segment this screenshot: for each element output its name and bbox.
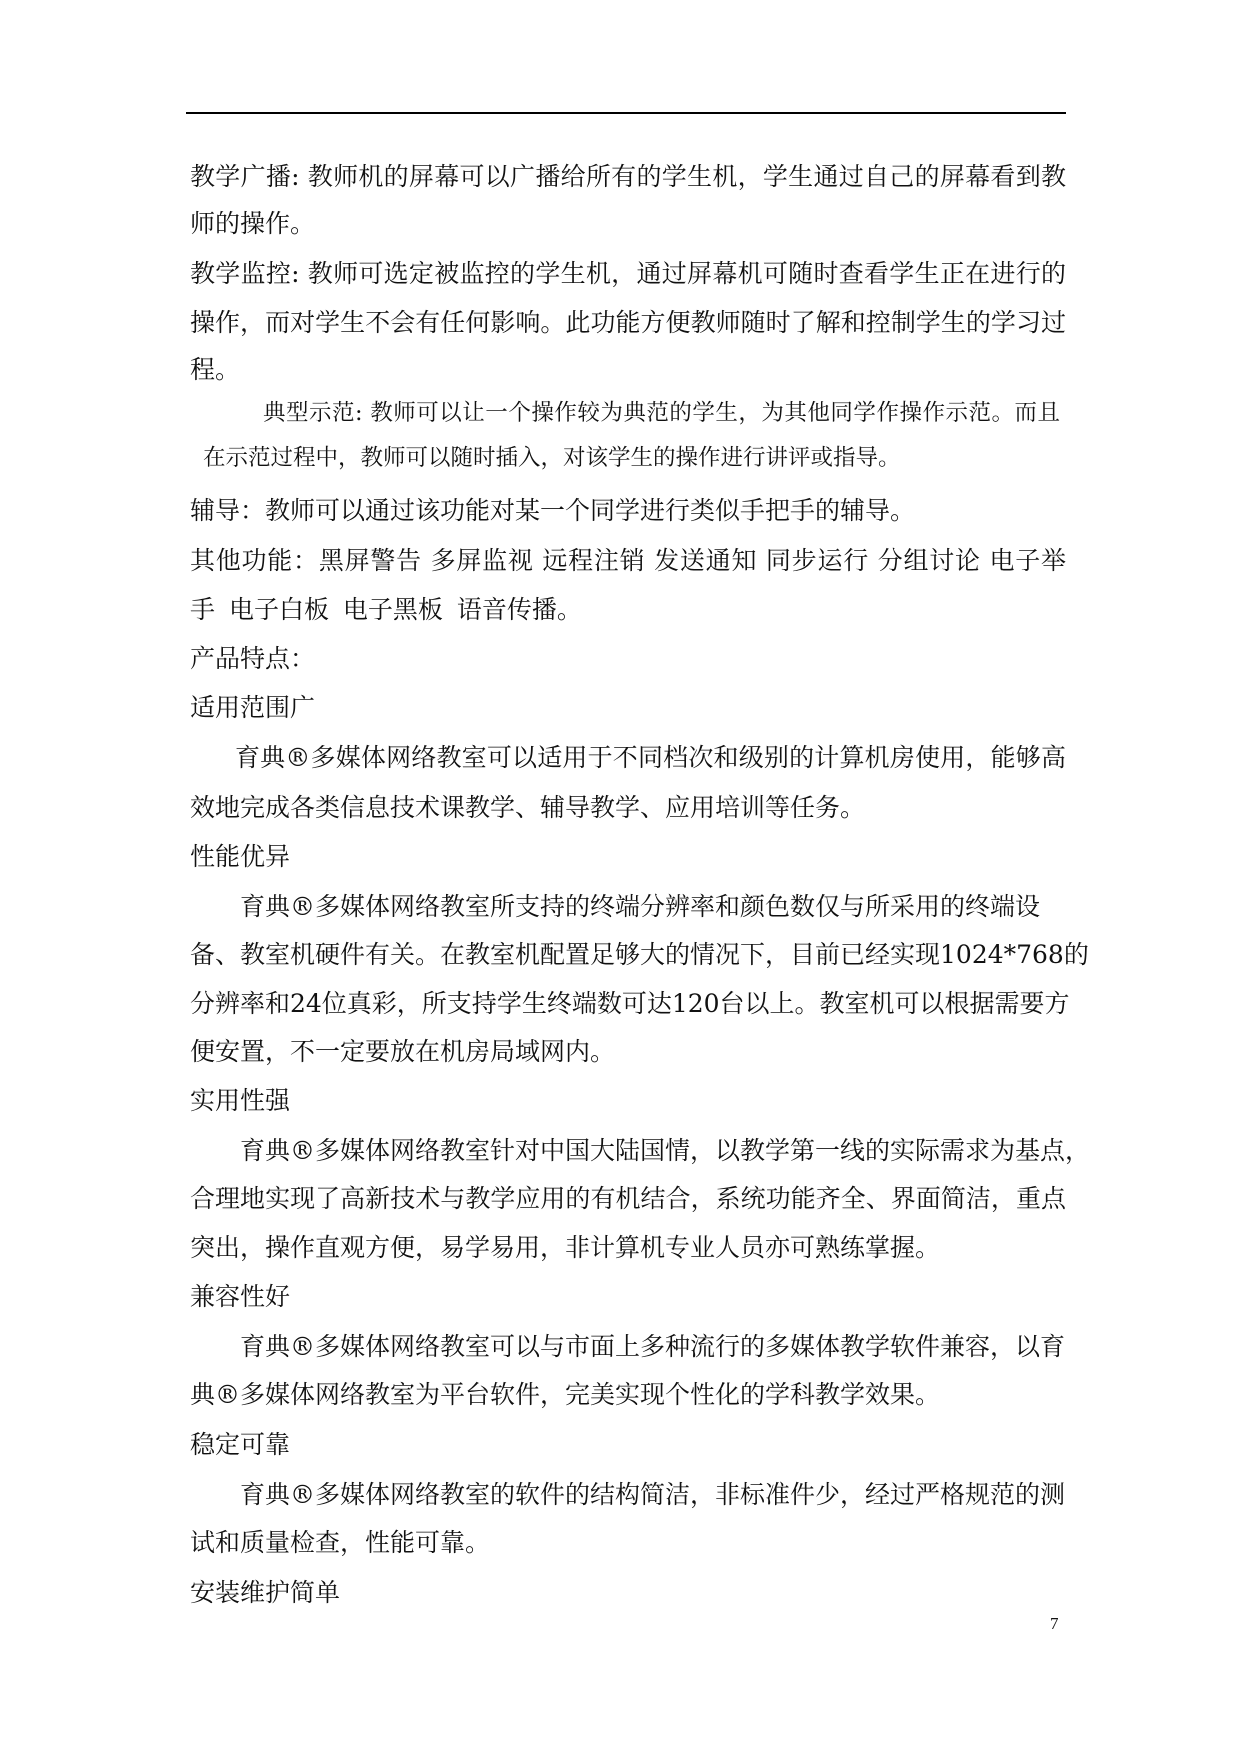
- feature-body-line: 备、教室机硬件有关。在教室机配置足够大的情况下，目前已经实现1024*768的: [190, 940, 1089, 969]
- function-other-line: 其他功能：黑屏警告 多屏监视 远程注销 发送通知 同步运行 分组讨论 电子举: [190, 546, 1066, 575]
- feature-title: 实用性强: [190, 1086, 291, 1115]
- function-tutoring-line: 辅导：教师可以通过该功能对某一个同学进行类似手把手的辅导。: [190, 496, 916, 525]
- feature-body-line: 便安置，不一定要放在机房局域网内。: [190, 1037, 616, 1066]
- function-monitor-line: 操作，而对学生不会有任何影响。此功能方便教师随时了解和控制学生的学习过: [190, 308, 1066, 337]
- function-monitor-line: 教学监控: 教师可选定被监控的学生机，通过屏幕机可随时查看学生正在进行的: [190, 259, 1066, 288]
- feature-body-line: 合理地实现了高新技术与教学应用的有机结合，系统功能齐全、界面简洁，重点: [190, 1184, 1066, 1213]
- feature-body-line: 典®多媒体网络教室为平台软件，完美实现个性化的学科教学效果。: [190, 1380, 941, 1409]
- function-demo-line: 典型示范: 教师可以让一个操作较为典范的学生，为其他同学作操作示范。而且: [263, 400, 1060, 426]
- feature-body-line: 育典®多媒体网络教室可以适用于不同档次和级别的计算机房使用，能够高: [235, 743, 1066, 772]
- header-rule: [186, 112, 1066, 114]
- feature-body-line: 试和质量检查，性能可靠。: [190, 1528, 491, 1557]
- feature-body-line: 育典®多媒体网络教室针对中国大陆国情，以教学第一线的实际需求为基点，: [240, 1136, 1091, 1165]
- feature-title: 适用范围广: [190, 693, 316, 722]
- page-number: 7: [1050, 1614, 1059, 1633]
- function-broadcast-line: 教学广播: 教师机的屏幕可以广播给所有的学生机，学生通过自己的屏幕看到教: [190, 162, 1066, 191]
- function-broadcast-line: 师的操作。: [190, 209, 316, 238]
- feature-title: 性能优异: [190, 842, 291, 871]
- feature-body-line: 分辨率和24位真彩，所支持学生终端数可达120台以上。教室机可以根据需要方: [190, 989, 1070, 1018]
- feature-title: 兼容性好: [190, 1282, 291, 1311]
- features-heading: 产品特点：: [190, 644, 316, 673]
- function-monitor-line: 程。: [190, 355, 241, 384]
- feature-body-line: 效地完成各类信息技术课教学、辅导教学、应用培训等任务。: [190, 793, 866, 822]
- function-other-line: 手 电子白板 电子黑板 语音传播。: [190, 595, 582, 624]
- feature-body-line: 育典®多媒体网络教室可以与市面上多种流行的多媒体教学软件兼容，以育: [240, 1332, 1066, 1361]
- function-demo-line: 在示范过程中，教师可以随时插入，对该学生的操作进行讲评或指导。: [203, 445, 901, 471]
- feature-title: 安装维护简单: [190, 1578, 341, 1607]
- feature-body-line: 突出，操作直观方便，易学易用，非计算机专业人员亦可熟练掌握。: [190, 1233, 941, 1262]
- feature-body-line: 育典®多媒体网络教室所支持的终端分辨率和颜色数仅与所采用的终端设: [240, 892, 1041, 921]
- feature-title: 稳定可靠: [190, 1430, 291, 1459]
- feature-body-line: 育典®多媒体网络教室的软件的结构简洁，非标准件少，经过严格规范的测: [240, 1480, 1066, 1509]
